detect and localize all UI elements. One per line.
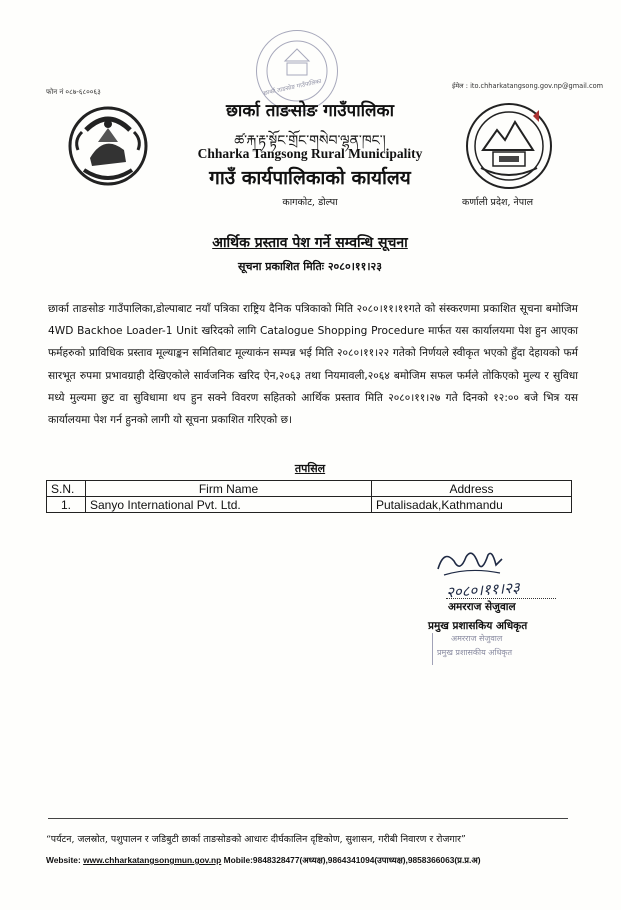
handwritten-date: २०८०।११।२३ [445,578,521,602]
email-address: ईमेल : ito.chharkatangsong.gov.np@gmail.com [452,82,604,90]
notice-body: छार्का ताङसोङ गाउँपालिका,डोल्पाबाट नयाँ पत्रिका राष्ट्रिय दैनिक पत्रिकाको मिति २०८०।११।११गते को संस्करणमा प्रकाशित सूचना बमोजिम 4WD Backhoe Loader-1 Unit खरिदको लागि Catalogue Shopping Procedure मार्फत यस कार्यालयमा पेश हुन आएका फर्महरुको प्राविधिक प्रस्ताव मूल्याङ्कन समितिबाट मूल्याकंन सम्पन्न भई मिति २०८०।११।२२ गतेको निर्णयले स्वीकृत भएको हुँदा देहायको फर्म सारभूत रुपमा प्रभावग्राही देखिएकोले सार्वजनिक खरिद ऐन,२०६३ तथा नियमावली,२०६४ बमोजिम सफल फर्मले तोकिएको मुल्य र सुविधा मध्ये मुल्यमा छुट वा सुविधामा थप हुन सक्ने विवरण सहितको आर्थिक प्रस्ताव मिति २०८०।११।२७ गते दिनको १२:०० बजे भित्र यस कार्यालयमा पेश गर्न हुनको लागी यो सूचना प्रकाशित गरिएको छ। [48,303,578,427]
municipality-name-tibetan: ཚ་རྐ་རྟ་སྟོང་གྲོང་གསེབ་ལྷན་ཁང་། [234,133,386,149]
signatory-name: अमरराज सेजुवाल [448,601,516,613]
cell-sn: 1. [47,497,86,513]
signature-scribble [430,545,510,583]
nepal-emblem-icon [64,100,152,188]
header-sn: S.N. [47,481,86,497]
phone-number: फोन नं ०८७-६८००६३ [46,88,101,96]
table-caption: तपसिल [294,462,326,475]
stamp-designation: प्रमुख प्रशासकीय अधिकृत [437,648,513,657]
header-firm-name: Firm Name [86,481,372,497]
firm-table [46,480,572,513]
mobile-numbers: Mobile:9848328477(अध्यक्ष),9864341094(उपाध्यक्ष),9858366063(प्र.प्र.अ) [223,855,481,865]
footer-slogan: “पर्यटन, जलस्रोत, पशुपालन र जडिबुटी छार्का ताङसोङको आधारः दीर्घकालिन दृष्टिकोण, सुशासन, गरीबी निवारण र रोजगार” [46,834,466,845]
municipality-logo-icon [463,100,555,192]
municipality-name-english: Chharka Tangsong Rural Municipality [197,146,423,161]
footer-divider [48,818,568,819]
notice-published-date: सूचना प्रकाशित मितिः २०८०।११।२३ [238,260,382,273]
signature-line [446,598,556,599]
office-name: गाउँ कार्यपालिकाको कार्यालय [209,167,411,189]
table-header-row [47,481,572,497]
cell-firm-name: Sanyo International Pvt. Ltd. [86,497,372,513]
header-address: Address [372,481,572,497]
website-label: Website: [46,855,81,865]
office-location: कागकोट, डोल्पा [282,197,338,208]
stamp-name: अमरराज सेजुवाल [451,634,503,643]
signatory-designation: प्रमुख प्रशासकिय अधिकृत [428,620,528,632]
cell-address: Putalisadak,Kathmandu [372,497,572,513]
province-name: कर्णाली प्रदेश, नेपाल [462,197,534,208]
footer-contact-line [46,855,576,866]
website-link[interactable]: www.chharkatangsongmun.gov.np [83,855,222,865]
notice-title: आर्थिक प्रस्ताव पेश गर्ने सम्वन्धि सूचना [212,235,408,251]
municipality-name-nepali: छार्का ताङसोङ गाउँपालिका [226,101,394,121]
seal-text: छार्का ताङसोङ गाउँपालिका [263,77,323,98]
table-row [47,497,572,513]
signatory-stamp [432,633,541,665]
